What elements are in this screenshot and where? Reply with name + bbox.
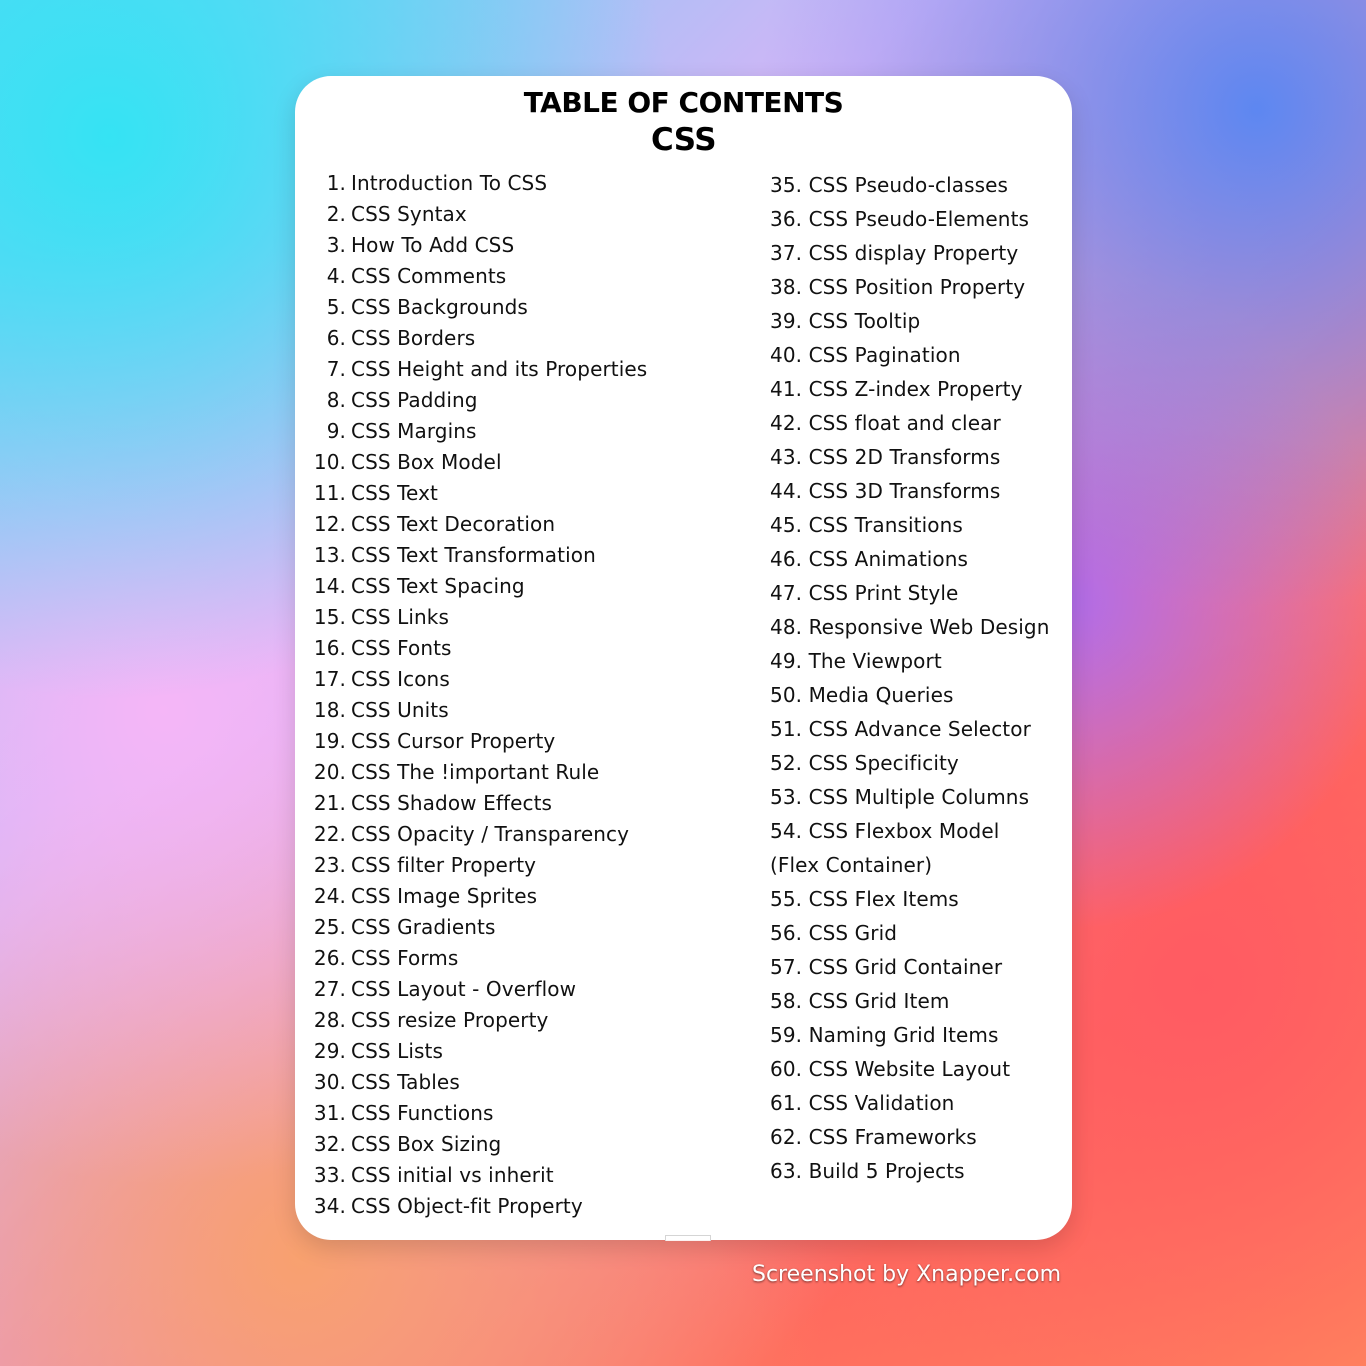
toc-item-number: 2.	[326, 202, 346, 226]
toc-list-item	[295, 1160, 715, 1191]
toc-item-label: CSS Units	[351, 698, 449, 722]
page-tab-marker	[665, 1235, 711, 1241]
toc-list-item: 37. CSS display Property	[770, 241, 1019, 265]
toc-item-label: CSS filter Property	[351, 853, 537, 877]
toc-list-item: 49. The Viewport	[770, 649, 942, 673]
toc-item-number: 12.	[313, 512, 346, 536]
toc-list-item: 43. CSS 2D Transforms	[770, 445, 1001, 469]
toc-list-item	[295, 571, 715, 602]
toc-item-number: 24.	[313, 884, 346, 908]
toc-list-item	[295, 664, 715, 695]
toc-list-item	[295, 509, 715, 540]
toc-list-item	[295, 1191, 715, 1222]
toc-item-number: 29.	[313, 1039, 346, 1063]
toc-list-item	[295, 416, 715, 447]
toc-item-label: CSS Cursor Property	[351, 729, 556, 753]
toc-item-number: 19.	[313, 729, 346, 753]
toc-list-item	[295, 1067, 715, 1098]
toc-item-number: 5.	[326, 295, 346, 319]
toc-item-label: CSS Image Sprites	[351, 884, 538, 908]
toc-list-item	[295, 385, 715, 416]
toc-item-number: 6.	[326, 326, 346, 350]
toc-item-label: CSS Comments	[351, 264, 507, 288]
toc-list-item	[295, 354, 715, 385]
toc-item-label: CSS Layout - Overflow	[351, 977, 577, 1001]
toc-item-number: 8.	[326, 388, 346, 412]
toc-item-number: 3.	[326, 233, 346, 257]
toc-list-item: 39. CSS Tooltip	[770, 309, 921, 333]
toc-list-item: 45. CSS Transitions	[770, 513, 963, 537]
toc-item-label: CSS Backgrounds	[351, 295, 528, 319]
toc-list-item: 51. CSS Advance Selector	[770, 717, 1031, 741]
toc-list-item: 38. CSS Position Property	[770, 275, 1026, 299]
toc-list-left	[295, 168, 715, 1222]
toc-item-label: CSS Icons	[351, 667, 450, 691]
toc-item-label: CSS Box Model	[351, 450, 502, 474]
toc-list-item: 48. Responsive Web Design	[770, 615, 1050, 639]
toc-item-number: 23.	[313, 853, 346, 877]
toc-list-item	[295, 292, 715, 323]
toc-item-number: 21.	[313, 791, 346, 815]
toc-list-item	[295, 943, 715, 974]
toc-list-item	[295, 974, 715, 1005]
toc-list-item: 35. CSS Pseudo-classes	[770, 173, 1009, 197]
toc-list-item	[295, 261, 715, 292]
toc-item-number: 33.	[313, 1163, 346, 1187]
toc-list-item	[295, 912, 715, 943]
toc-list-item: 52. CSS Specificity	[770, 751, 959, 775]
toc-item-label: CSS Text Decoration	[351, 512, 556, 536]
toc-list-item	[295, 881, 715, 912]
toc-list-item: 41. CSS Z-index Property	[770, 377, 1023, 401]
toc-item-number: 4.	[326, 264, 346, 288]
toc-item-number: 15.	[313, 605, 346, 629]
toc-item-label: CSS Text Spacing	[351, 574, 525, 598]
toc-item-number: 31.	[313, 1101, 346, 1125]
toc-item-label: How To Add CSS	[351, 233, 515, 257]
toc-item-number: 25.	[313, 915, 346, 939]
toc-item-number: 10.	[313, 450, 346, 474]
toc-item-label: CSS Functions	[351, 1101, 494, 1125]
toc-list-item: 55. CSS Flex Items	[770, 887, 959, 911]
toc-list-item: 47. CSS Print Style	[770, 581, 959, 605]
toc-list-item	[295, 1005, 715, 1036]
toc-item-label: CSS Box Sizing	[351, 1132, 502, 1156]
toc-item-label: Introduction To CSS	[351, 171, 548, 195]
toc-list-item: 44. CSS 3D Transforms	[770, 479, 1001, 503]
toc-list-item	[295, 1129, 715, 1160]
toc-item-label: CSS Object-fit Property	[351, 1194, 583, 1218]
toc-item-number: 17.	[313, 667, 346, 691]
toc-item-number: 7.	[326, 357, 346, 381]
document-title	[295, 86, 1072, 160]
toc-list-item: 61. CSS Validation	[770, 1091, 955, 1115]
toc-item-label: CSS The !important Rule	[351, 760, 600, 784]
toc-list-item: 42. CSS float and clear	[770, 411, 1001, 435]
toc-list-item	[295, 1098, 715, 1129]
toc-list-item	[295, 633, 715, 664]
toc-item-number: 32.	[313, 1132, 346, 1156]
toc-item-number: 20.	[313, 760, 346, 784]
toc-list-item	[295, 788, 715, 819]
toc-list-item	[295, 447, 715, 478]
toc-list-item	[295, 540, 715, 571]
document-card	[295, 76, 1072, 1240]
toc-item-label: CSS Margins	[351, 419, 477, 443]
toc-item-number: 18.	[313, 698, 346, 722]
toc-item-number: 28.	[313, 1008, 346, 1032]
toc-item-label: CSS Text	[351, 481, 438, 505]
toc-list-item	[295, 602, 715, 633]
toc-list-item	[295, 819, 715, 850]
toc-list-item: 58. CSS Grid Item	[770, 989, 950, 1013]
toc-list-item: 60. CSS Website Layout	[770, 1057, 1011, 1081]
toc-list-item: (Flex Container)	[770, 853, 933, 877]
toc-item-number: 22.	[313, 822, 346, 846]
toc-list-item: 50. Media Queries	[770, 683, 954, 707]
toc-list-item	[295, 1036, 715, 1067]
toc-list-item: 36. CSS Pseudo-Elements	[770, 207, 1030, 231]
toc-item-label: CSS Tables	[351, 1070, 460, 1094]
toc-item-label: CSS resize Property	[351, 1008, 549, 1032]
toc-item-label: CSS Borders	[351, 326, 476, 350]
toc-list-item: 46. CSS Animations	[770, 547, 969, 571]
toc-list-item	[295, 850, 715, 881]
toc-item-number: 30.	[313, 1070, 346, 1094]
toc-item-label: CSS Fonts	[351, 636, 452, 660]
toc-list-item	[295, 757, 715, 788]
toc-item-number: 13.	[313, 543, 346, 567]
toc-item-label: CSS Opacity / Transparency	[351, 822, 630, 846]
toc-list-item	[295, 478, 715, 509]
toc-list-item	[295, 168, 715, 199]
toc-item-number: 27.	[313, 977, 346, 1001]
toc-list-item: 40. CSS Pagination	[770, 343, 961, 367]
toc-item-number: 16.	[313, 636, 346, 660]
watermark-text: Screenshot by Xnapper.com	[752, 1262, 1062, 1287]
toc-list-item	[295, 199, 715, 230]
toc-item-label: CSS Links	[351, 605, 449, 629]
toc-item-label: CSS Height and its Properties	[351, 357, 648, 381]
toc-item-label: CSS Forms	[351, 946, 459, 970]
toc-item-label: CSS Shadow Effects	[351, 791, 553, 815]
toc-list-item: 59. Naming Grid Items	[770, 1023, 999, 1047]
toc-item-label: CSS Syntax	[351, 202, 467, 226]
toc-item-number: 26.	[313, 946, 346, 970]
page-subtitle: CSS	[650, 122, 717, 158]
toc-item-number: 34.	[313, 1194, 346, 1218]
toc-list-item	[295, 726, 715, 757]
toc-list-item: 53. CSS Multiple Columns	[770, 785, 1030, 809]
toc-list-item	[295, 323, 715, 354]
toc-item-number: 11.	[313, 481, 346, 505]
toc-list-item	[295, 695, 715, 726]
toc-list-item: 57. CSS Grid Container	[770, 955, 1003, 979]
toc-list-item: 63. Build 5 Projects	[770, 1159, 965, 1183]
toc-list-item: 54. CSS Flexbox Model	[770, 819, 1000, 843]
toc-item-number: 1.	[326, 171, 346, 195]
toc-item-label: CSS initial vs inherit	[351, 1163, 554, 1187]
toc-list-item: 62. CSS Frameworks	[770, 1125, 977, 1149]
toc-item-label: CSS Padding	[351, 388, 478, 412]
toc-item-label: CSS Lists	[351, 1039, 443, 1063]
toc-item-number: 14.	[313, 574, 346, 598]
toc-item-label: CSS Text Transformation	[351, 543, 596, 567]
toc-list-item: 56. CSS Grid	[770, 921, 898, 945]
toc-list-right	[770, 168, 1062, 1188]
toc-item-number: 9.	[326, 419, 346, 443]
toc-list-item	[295, 230, 715, 261]
toc-item-label: CSS Gradients	[351, 915, 496, 939]
page-title: TABLE OF CONTENTS	[523, 86, 844, 119]
